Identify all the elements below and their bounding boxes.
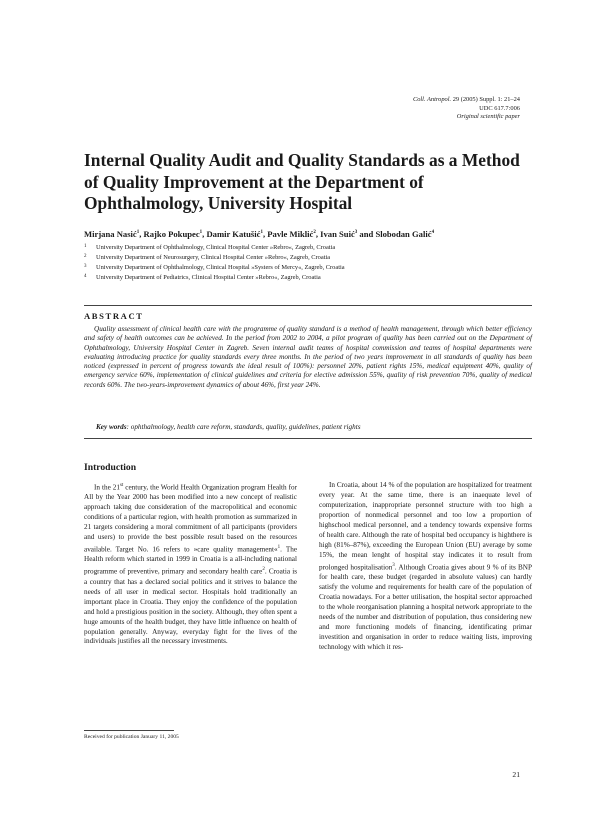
keywords	[96, 423, 532, 432]
author-affiliation-mark: 3	[354, 230, 358, 235]
author-list	[84, 228, 524, 239]
author-separator: and	[357, 228, 376, 239]
intro-left-column: In the 21st century, the World Health Organization program Health for All by the Year 2000 has been modified into a new concept of realistic approach taking due consideration of the macropolitical and economic conditions of a particular region, with health promotion as summarized in 21 targets considering a moral commitment of all participants (providers and users) to provide the best possible result based on the resources available. Target No. 16 refers to »care quality management«$^1$. The Health reform which started in 1999 in Croatia is a all-including national programme of preventive, primary and secondary health care$^2$. Croatia is a country that has a declared social politics and it strives to balance the needs of all user in medical sector. Hospitals hold traditionally an important place in Croatia. They enjoy the confidence of the population and hold a prestigious position in the society. Although, they often spent a huge amounts of the health budget, they have little influence on health of population generally. Anyway, everyday fight for the lives of the individuals justifies all the necessary investments.	[84, 483, 298, 646]
author-name: Damir Katušić	[206, 228, 261, 239]
affiliation-item	[84, 253, 524, 263]
journal-header	[413, 96, 520, 122]
abstract-text: Quality assessment of clinical health care with the programme of quality standard is a method of health management, through which better efficiency and safety of health outcomes can be achieved. In the period from 2002 to 2004, a pilot program of quality has been carried out on the Department of Ophthalmology, University Hospital Center in Zagreb. Seven internal audit teams of hospital commission and teams of hospital departments were evaluating introducing practice for quality standards every three months. In the period of two years improvement in all standards of quality has been noticed (expressed in percent of progress towards the ideal result of 100%): personnel 20%, patient rights 15%, medical equipment 40%, quality of emergency service 60%, implementation of clinical guidelines and criteria for elective admission 55%, quality of risk prevention 70%, quality of medical records 60%. The two-years-improvement dynamics of about 46%, first year 24%.	[84, 325, 532, 389]
affiliation-number: 2	[84, 254, 87, 259]
author-separator: ,	[202, 228, 207, 239]
udc-code: UDC 617.7:006	[479, 104, 520, 112]
author-name: Rajko Pokupec	[143, 228, 200, 239]
affiliation-item	[84, 263, 524, 273]
author-affiliation-mark: 4	[431, 230, 435, 235]
author-name: Pavle Miklić	[267, 228, 314, 239]
affiliation-list	[84, 243, 524, 283]
abstract-top-rule	[84, 305, 532, 306]
intro-right-column: In Croatia, about 14 % of the population are hospitalized for treatment every year. At the same time, there is an inaequate level of computerization, inappropriate personnel structure with too high a proportion of nonmedical personnel and too low a proportion of highschool medical personnel, and a tendency towards expensive forms of health care. Although the rate of hospital bed occupancy is highthere is high (81%–87%), exceeding the European Union (EU) average by some 15%, the mean lenght of hospital stay indicates it to result from prolonged hospitalisation$^3$. Although Croatia gives about 9 % of its BNP for health care, these budget (regarded in absolute values) can hardly satisfy the volume and requirements for health care of the population of Croatia nowadays. For a better utilisation, the hospital sector approached to the whole reorganisation planning a hospital network appropriate to the needs of the number and distribution of population, thus considering new and more functioning models of financing, identificating primar investition and organisation in order to reduce waiting lists, improving technology with which it res-	[319, 481, 532, 651]
citation-ref: 3	[392, 562, 395, 568]
affiliation-number: 1	[84, 244, 87, 249]
abstract-bottom-rule	[84, 438, 532, 439]
article-type: Original scientific paper	[456, 113, 520, 121]
author-separator: ,	[262, 228, 268, 239]
affiliation-text: University Department of Neurosurgery, Clinical Hospital Center »Rebro«, Zagreb, Croatia	[96, 254, 331, 261]
received-date: Received for publication January 11, 2005	[84, 734, 179, 740]
abstract-heading: ABSTRACT	[84, 311, 144, 321]
author-affiliation-mark: 2	[313, 230, 316, 235]
section-heading-introduction: Introduction	[84, 462, 137, 473]
footnote-rule	[84, 730, 174, 731]
affiliation-item	[84, 243, 524, 253]
affiliation-text: University Department of Pediatrics, Clinical Hospital Center »Rebro«, Zagreb, Croatia	[96, 274, 321, 281]
keywords-label: Key words	[96, 423, 127, 431]
author-name: Ivan Suić	[320, 228, 355, 239]
author-name: Mirjana Nasić	[84, 228, 137, 239]
affiliation-text: University Department of Ophthalmology, Clinical Hospital »Systers of Mercy«, Zagreb, Croatia	[96, 264, 345, 271]
affiliation-number: 4	[84, 274, 87, 279]
page-number: 21	[512, 770, 520, 779]
article-title: Internal Quality Audit and Quality Standards as a Method of Quality Improvement at the Department of Ophthalmology, University Hospital	[84, 150, 520, 213]
affiliation-item	[84, 273, 524, 283]
author-affiliation-mark: 1	[260, 230, 263, 235]
keywords-text: : ophthalmology, health care reform, standards, quality, guidelines, patient rights	[126, 423, 361, 431]
author-affiliation-mark: 1	[136, 230, 140, 235]
citation-ref: 2	[262, 567, 265, 573]
affiliation-number: 3	[84, 264, 87, 269]
affiliation-text: University Department of Ophthalmology, Clinical Hospital Center »Rebro«, Zagreb, Croatia	[96, 244, 336, 251]
journal-citation: Coll. Antropol. 29 (2005) Suppl. 1: 21–24	[412, 96, 520, 103]
author-name: Slobodan Galić	[375, 228, 432, 239]
author-separator: ,	[315, 228, 321, 239]
author-separator: ,	[139, 228, 144, 239]
citation-ref: 1	[277, 545, 281, 551]
author-affiliation-mark: 1	[199, 230, 203, 235]
